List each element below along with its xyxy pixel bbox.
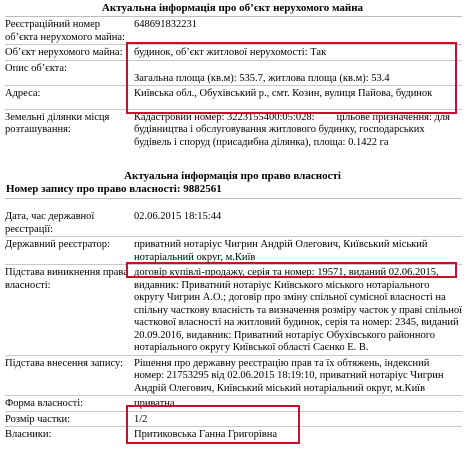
record-number-label: Номер запису про право власності: (6, 183, 181, 195)
row-label: Реєстраційний номер об’єкта нерухомого майна: (5, 17, 133, 45)
table-row (5, 45, 462, 61)
table-row (5, 396, 462, 412)
property-address: Київська обл., Обухівський р., смт. Козин, вулиця Пайова, будинок (133, 86, 462, 101)
registration-number: 648691832231 (133, 17, 462, 45)
row-label: Адреса: (5, 86, 133, 101)
table-row (5, 265, 462, 356)
section2-heading: Актуальна інформація про право власності (124, 170, 341, 182)
table-row (5, 199, 462, 237)
row-label: Форма власності: (5, 396, 133, 412)
row-label: Дата, час державної реєстрації: (5, 199, 133, 237)
entry-basis: Рішення про державну реєстрацію прав та їх обтяжень, індексний номер: 21753295 від 02.06.2015 18:19:10, приватний нотаріус Чигрин Андрій Олегович, Київський міський нотаріальний округ, м.Київ (133, 355, 462, 396)
property-object: будинок, об’єкт житлової нерухомості: Так (133, 45, 462, 61)
table-row (5, 60, 462, 86)
land-purpose-label: цільове призначення: (336, 111, 432, 123)
row-label: Опис об’єкта: (5, 60, 133, 86)
table-row (5, 411, 462, 427)
table-row-spacer (5, 101, 462, 110)
table-row (5, 17, 462, 45)
share-size: 1/2 (133, 411, 462, 427)
table-row (5, 86, 462, 101)
row-label: Об’єкт нерухомого майна: (5, 45, 133, 61)
row-label: Власники: (5, 427, 133, 442)
row-label: Розмір частки: (5, 411, 133, 427)
section1-heading: Актуальна інформація про об’єкт нерухомого майна (101, 2, 364, 14)
row-label: Підстава виникнення права власності: (5, 265, 133, 356)
table-row (5, 237, 462, 265)
owners: Притиковська Ганна Григорівна (133, 427, 462, 442)
table-row (5, 109, 462, 149)
row-label: Підстава внесення запису: (5, 355, 133, 396)
state-registrar: приватний нотаріус Чигрин Андрій Олегович, Київський міський нотаріальний округ, м.Київ (133, 237, 462, 265)
ownership-form: приватна (133, 396, 462, 412)
cadastral-number: Кадастровий номер: 3223155400:05:028: (134, 111, 315, 123)
record-number (6, 183, 222, 196)
land-plots (133, 109, 462, 149)
table-row (5, 355, 462, 396)
ownership-basis-first: договір купівлі-продажу, серія та номер: 19571, виданий 02.06.2015, (134, 267, 439, 278)
property-description: Загальна площа (кв.м): 535.7, житлова площа (кв.м): 53.4 (133, 60, 462, 86)
table-row (5, 427, 462, 442)
ownership-basis-rest: видавник: Приватний нотаріус Київського міського нотаріального округу Чигрин А.О.; договір про зміну спільної сумісної власності на спільну часткову власність та визначення розміру часток у праві спільної часткової власності на житловий будинок, серія та номер: 2345, виданий 20.09.2016, видавник: Приватний нотаріус Обухівського районного нотаріального округу Київської області Саєнко Е. В. (134, 279, 462, 353)
land-purpose-text: для будівництва і обслуговування житлового будинку, господарських будівель і споруд (присадибна ділянка), площа: 0.1422 га (134, 111, 450, 148)
row-label: Земельні ділянки місця розташування: (5, 109, 133, 149)
ownership-info-table (5, 198, 462, 442)
ownership-basis (133, 265, 462, 356)
row-label: Державний реєстратор: (5, 237, 133, 265)
record-number-value: 9882561 (183, 183, 222, 195)
property-info-table (5, 16, 462, 149)
registration-datetime: 02.06.2015 18:15:44 (133, 199, 462, 237)
